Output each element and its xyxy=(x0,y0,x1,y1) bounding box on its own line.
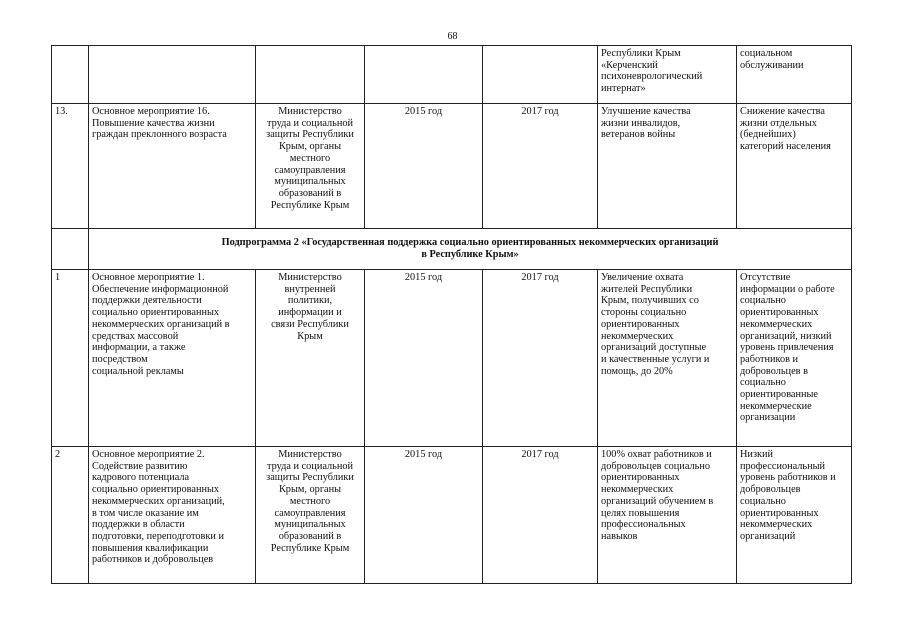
result-cell: Республики Крым «Керченский психоневрологический интернат» xyxy=(598,46,737,104)
program-table xyxy=(51,45,852,584)
consequence-cell: Низкий профессиональный уровень работников и добровольцев социально ориентированных некоммерческих организаций xyxy=(737,447,852,584)
executor-cell xyxy=(256,46,365,104)
result-cell: 100% охват работников и добровольцев социально ориентированных некоммерческих организаций обучением в целях повышения профессиональных навыков xyxy=(598,447,737,584)
result-cell: Улучшение качества жизни инвалидов, ветеранов войны xyxy=(598,104,737,229)
executor-cell: Министерство труда и социальной защиты Республики Крым, органы местного самоуправления муниципальных образований в Республике Крым xyxy=(256,447,365,584)
start-year-cell: 2015 год xyxy=(365,447,483,584)
row-number: 13. xyxy=(52,104,89,229)
consequence-cell: Снижение качества жизни отдельных (беднейших) категорий населения xyxy=(737,104,852,229)
row-number: 2 xyxy=(52,447,89,584)
end-year-cell: 2017 год xyxy=(483,447,598,584)
event-cell: Основное мероприятие 16. Повышение качества жизни граждан преклонного возраста xyxy=(89,104,256,229)
table-row-2 xyxy=(52,447,852,584)
start-year-cell: 2015 год xyxy=(365,104,483,229)
row-number: 1 xyxy=(52,270,89,447)
table-row-13 xyxy=(52,104,852,229)
event-cell: Основное мероприятие 2. Содействие развитию кадрового потенциала социально ориентированных некоммерческих организаций, в том числе оказание им поддержки в области подготовки, переподготовки и повышения квалификации работников и добровольцев xyxy=(89,447,256,584)
subprogram-row xyxy=(52,229,852,270)
executor-cell: Министерство труда и социальной защиты Республики Крым, органы местного самоуправления муниципальных образований в Республике Крым xyxy=(256,104,365,229)
executor-cell: Министерство внутренней политики, информации и связи Республики Крым xyxy=(256,270,365,447)
num-cell xyxy=(52,229,89,270)
end-cell xyxy=(483,46,598,104)
consequence-cell: социальном обслуживании xyxy=(737,46,852,104)
event-cell xyxy=(89,46,256,104)
subprogram-title: Подпрограмма 2 «Государственная поддержка социально ориентированных некоммерческих организаций в Республике Крым» xyxy=(89,229,852,270)
page-number: 68 xyxy=(447,31,458,42)
start-year-cell: 2015 год xyxy=(365,270,483,447)
end-year-cell: 2017 год xyxy=(483,270,598,447)
consequence-cell: Отсутствие информации о работе социально ориентированных некоммерческих организаций, низкий уровень привлечения работников и добровольцев в социально ориентированные некоммерческие организации xyxy=(737,270,852,447)
end-year-cell: 2017 год xyxy=(483,104,598,229)
start-cell xyxy=(365,46,483,104)
table-row-1 xyxy=(52,270,852,447)
num-cell xyxy=(52,46,89,104)
result-cell: Увеличение охвата жителей Республики Крым, получивших со стороны социально ориентированных некоммерческих организаций доступные и качественные услуги и помощь, до 20% xyxy=(598,270,737,447)
continuation-row xyxy=(52,46,852,104)
event-cell: Основное мероприятие 1. Обеспечение информационной поддержки деятельности социально ориентированных некоммерческих организаций в средствах массовой информации, а также посредством социальной рекламы xyxy=(89,270,256,447)
